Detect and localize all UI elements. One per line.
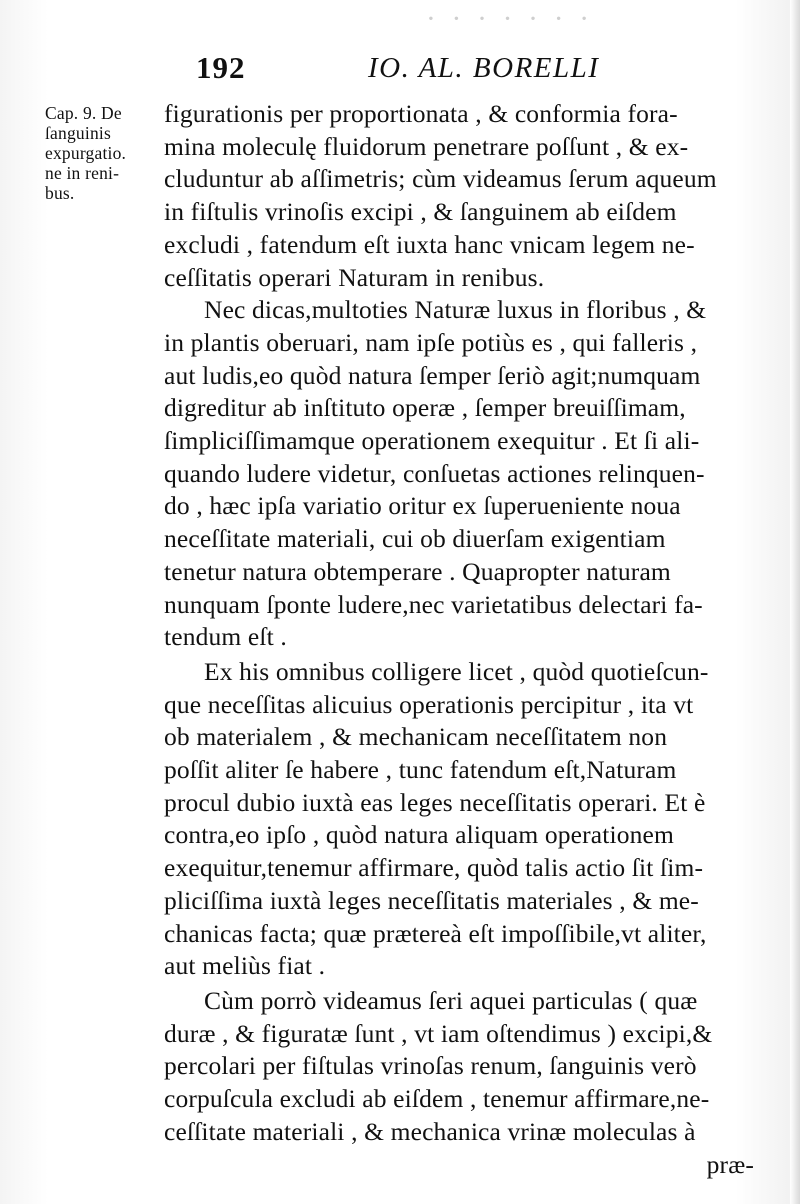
text-line: percolari per fiſtulas vrinoſas renum, ſanguinis verò <box>164 1051 697 1081</box>
page-number: 192 <box>196 50 246 85</box>
page-edge-shadow <box>790 0 800 1204</box>
text-line: aut meliùs fiat . <box>164 951 326 981</box>
paragraph-start-line: Cùm porrò videamus ſeri aquei particulas ( quæ <box>204 985 698 1015</box>
text-line: chanicas facta; quæ prætereà eſt impoſſibile,vt aliter, <box>164 918 707 948</box>
page-header <box>196 50 616 90</box>
text-line: neceſſitate materiali, cui ob diuerſam exigentiam <box>164 524 666 554</box>
text-line: tendum eſt . <box>164 622 287 652</box>
paragraph-start-line: Ex his omnibus colligere licet , quòd quotieſcun- <box>204 656 709 686</box>
text-line: ceſſitatis operari Naturam in renibus. <box>164 262 545 292</box>
margin-note-line: Cap. 9. De <box>45 103 122 123</box>
margin-note-line: bus. <box>45 183 75 203</box>
text-line: corpuſcula excludi ab eiſdem , tenemur affirmare,ne- <box>164 1084 710 1114</box>
text-line: in plantis oberuari, nam ipſe potiùs es , qui falleris , <box>164 327 698 357</box>
margin-note-line: ne in reni- <box>45 163 120 183</box>
text-line: procul dubio iuxtà eas leges neceſſitatis operari. Et è <box>164 787 706 817</box>
text-line: exequitur,tenemur affirmare, quòd talis actio ſit ſim- <box>164 853 704 883</box>
main-text <box>164 98 764 1181</box>
text-line: digreditur ab inſtituto operæ , ſemper breuiſſimam, <box>164 393 686 423</box>
text-line: aut ludis,eo quòd natura ſemper ſeriò agit;numquam <box>164 360 701 390</box>
text-line: duræ , & figuratæ ſunt , vt iam oſtendimus ) excipi,& <box>164 1018 713 1048</box>
bleed-through-text: · · · · · · · <box>426 4 594 35</box>
text-line: mina moleculę fluidorum penetrare poſſunt , & ex- <box>164 131 689 161</box>
margin-note-line: ſanguinis <box>45 123 111 143</box>
text-line: ob materialem , & mechanicam neceſſitatem non <box>164 722 668 752</box>
text-line: ceſſitate materiali , & mechanica vrinæ moleculas à <box>164 1116 696 1146</box>
text-line: tenetur natura obtemperare . Quapropter naturam <box>164 556 671 586</box>
text-line: quando ludere videtur, conſuetas actiones relinquen- <box>164 458 705 488</box>
text-line: excludi , fatendum eſt iuxta hanc vnicam legem ne- <box>164 229 695 259</box>
margin-note-line: expurgatio. <box>45 143 127 163</box>
text-line: cluduntur ab aſſimetris; cùm videamus ſerum aqueum <box>164 164 717 194</box>
text-line: que neceſſitas alicuius operationis percipitur , ita vt <box>164 689 694 719</box>
marginal-note <box>45 103 165 203</box>
text-line: contra,eo ipſo , quòd natura aliquam operationem <box>164 820 674 850</box>
text-line: figurationis per proportionata , & conformia fora- <box>164 99 678 128</box>
paragraph-start-line: Nec dicas,multoties Naturæ luxus in floribus , & <box>204 295 707 325</box>
text-line: ſimpliciſſimamque operationem exequitur . Et ſi ali- <box>164 426 700 456</box>
text-line: pliciſſima iuxtà leges neceſſitatis materiales , & me- <box>164 885 699 915</box>
text-line: poſſit aliter ſe habere , tunc fatendum eſt,Naturam <box>164 755 677 785</box>
text-line: in fiſtulis vrinoſis excipi , & ſanguinem ab eiſdem <box>164 197 677 227</box>
running-title: IO. AL. BORELLI <box>368 52 600 84</box>
text-line: nunquam ſponte ludere,nec varietatibus delectari fa- <box>164 589 703 619</box>
catchword: præ- <box>706 1149 754 1179</box>
text-line: do , hæc ipſa variatio oritur ex ſuperueniente noua <box>164 491 681 521</box>
